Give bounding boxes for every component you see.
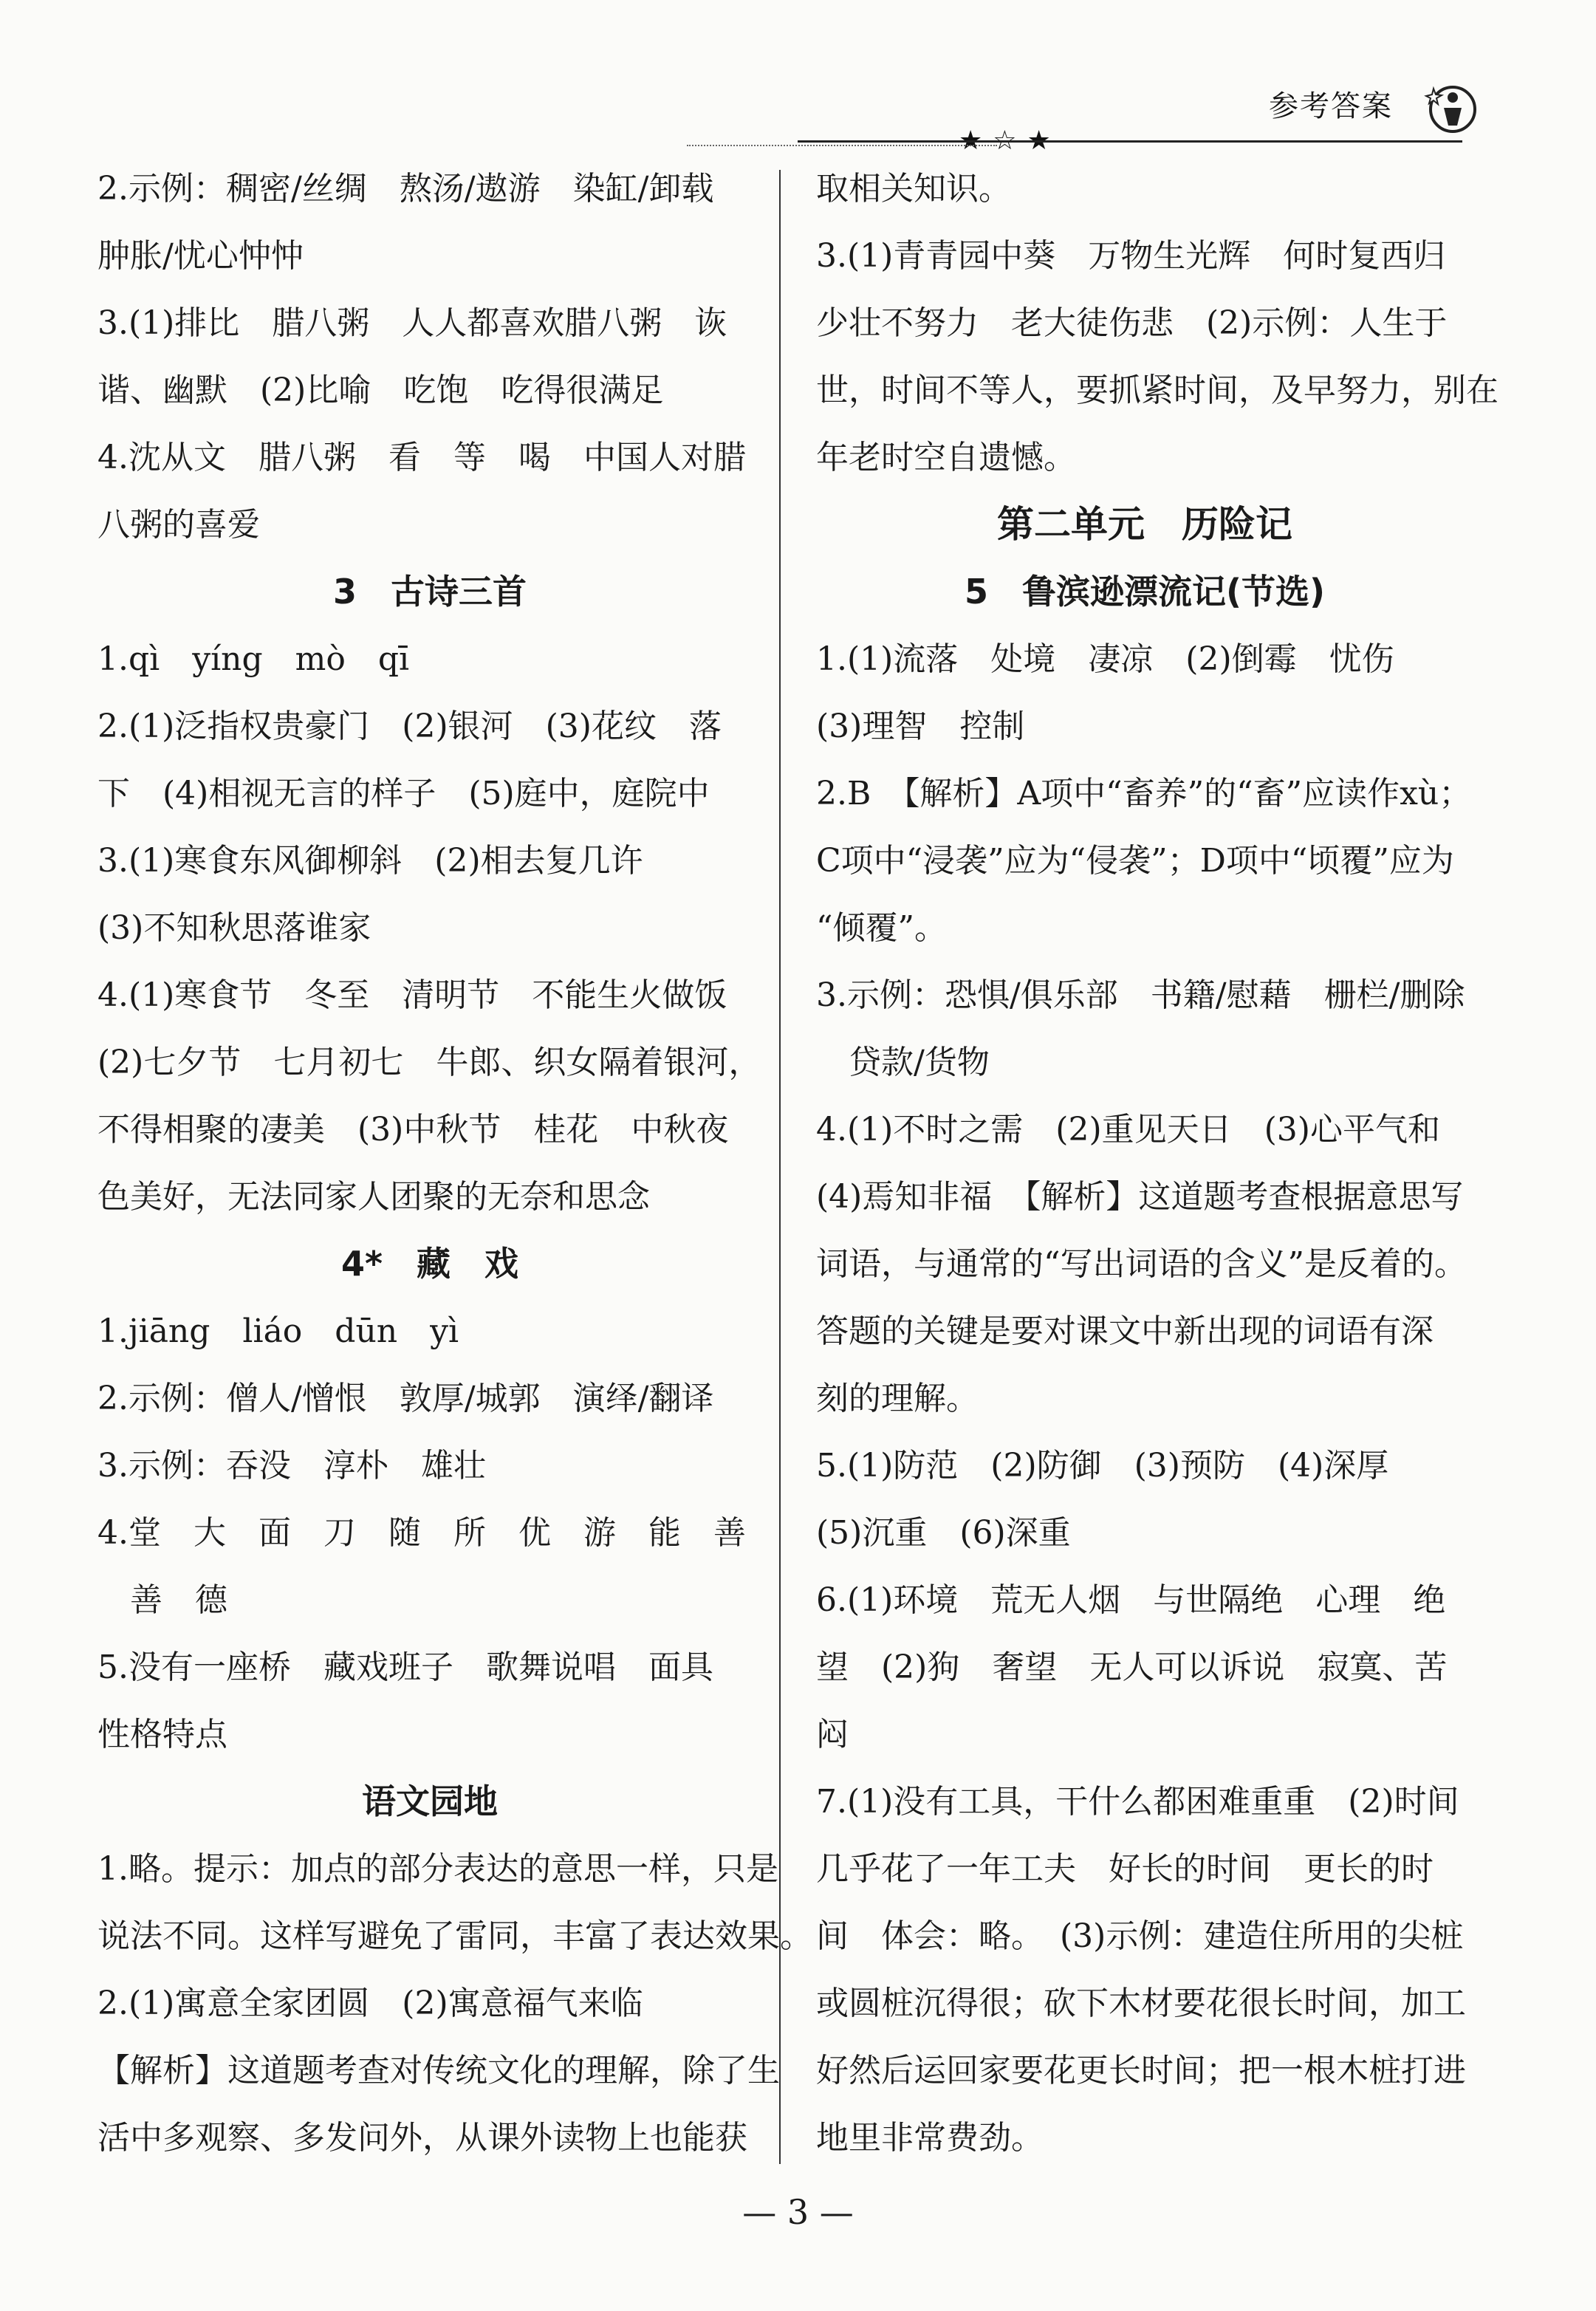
column-divider — [779, 170, 781, 2164]
answer-line: 4.(1)不时之需 (2)重见天日 (3)心平气和 — [816, 1111, 1440, 1148]
answer-line: 1.(1)流落 处境 凄凉 (2)倒霉 忧伤 — [816, 640, 1394, 678]
answer-line: 不得相聚的凄美 (3)中秋节 桂花 中秋夜 — [97, 1111, 729, 1148]
answer-line: 取相关知识。 — [816, 170, 1011, 208]
answer-line: 刻的理解。 — [816, 1380, 979, 1417]
answer-line: 5.没有一座桥 藏戏班子 歌舞说唱 面具 — [97, 1648, 713, 1686]
answer-line: 谐、幽默 (2)比喻 吃饱 吃得很满足 — [97, 372, 664, 409]
page-header — [0, 0, 1596, 155]
answer-line: 好然后运回家要花更长时间；把一根木桩打进 — [816, 2052, 1466, 2089]
answer-line: 几乎花了一年工夫 好长的时间 更长的时 — [816, 1850, 1434, 1888]
header-stars: ★☆★ — [959, 126, 1061, 156]
answer-line: 2.示例：僧人/憎恨 敦厚/城郭 演绎/翻译 — [97, 1380, 714, 1417]
answer-line: 色美好，无法同家人团聚的无奈和思念 — [97, 1178, 650, 1216]
answer-line: C项中“浸袭”应为“侵袭”；D项中“顷覆”应为 — [816, 842, 1454, 880]
answer-line: 1.略。提示：加点的部分表达的意思一样，只是 — [97, 1850, 778, 1888]
answer-line: (3)理智 控制 — [816, 708, 1025, 745]
answer-line: 6.(1)环境 荒无人烟 与世隔绝 心理 绝 — [816, 1581, 1446, 1619]
answer-line: 3.示例：恐惧/俱乐部 书籍/慰藉 栅栏/删除 — [816, 976, 1465, 1014]
answer-line: 性格特点 — [97, 1716, 227, 1753]
page-number: — 3 — — [742, 2192, 854, 2232]
answer-line: (4)焉知非福 【解析】这道题考查根据意思写 — [816, 1178, 1464, 1216]
answer-line: 4.沈从文 腊八粥 看 等 喝 中国人对腊 — [97, 439, 746, 476]
answer-line: 善 德 — [97, 1581, 227, 1619]
header-dotted-rule — [687, 145, 997, 146]
answer-line: 【解析】这道题考查对传统文化的理解，除了生 — [97, 2052, 780, 2089]
answer-line: 1.qì yíng mò qī — [97, 640, 410, 678]
left-column — [97, 155, 812, 2171]
answer-line: 2.(1)寓意全家团圆 (2)寓意福气来临 — [97, 1985, 643, 2022]
answer-line: 4.堂 大 面 刀 随 所 优 游 能 善 — [97, 1514, 746, 1552]
answer-line: 地里非常费劲。 — [816, 2119, 1044, 2157]
section-heading: 3 古诗三首 — [332, 572, 527, 612]
answer-line: 贷款/货物 — [816, 1044, 990, 1081]
answer-line: “倾覆”。 — [816, 909, 947, 947]
answer-line: 闷 — [816, 1716, 849, 1753]
section-heading: 4* 藏 戏 — [340, 1244, 519, 1284]
answer-line: 望 (2)狗 奢望 无人可以诉说 寂寞、苦 — [816, 1648, 1448, 1686]
answer-line: (2)七夕节 七月初七 牛郎、织女隔着银河， — [97, 1044, 761, 1081]
answer-line: 或圆桩沉得很；砍下木材要花很长时间，加工 — [816, 1985, 1466, 2022]
answer-line: 肿胀/忧心忡忡 — [97, 237, 304, 275]
header-rule — [798, 140, 1462, 143]
answer-line: 2.示例：稠密/丝绸 熬汤/遨游 染缸/卸载 — [97, 170, 714, 208]
answer-line: 3.示例：吞没 淳朴 雄壮 — [97, 1447, 486, 1485]
answer-line: 4.(1)寒食节 冬至 清明节 不能生火做饭 — [97, 976, 727, 1014]
answer-line: 3.(1)青青园中葵 万物生光辉 何时复西归 — [816, 237, 1446, 275]
section-heading: 语文园地 — [362, 1781, 498, 1821]
reading-mascot-logo-icon — [1422, 80, 1478, 136]
answer-line: 说法不同。这样写避免了雷同，丰富了表达效果。 — [97, 1917, 812, 1955]
answer-line: 答题的关键是要对课文中新出现的词语有深 — [816, 1312, 1434, 1350]
section-heading: 5 鲁滨逊漂流记(节选) — [964, 572, 1326, 612]
answer-line: 间 体会：略。 (3)示例：建造住所用的尖桩 — [816, 1917, 1464, 1955]
answer-line: 2.B 【解析】A项中“畜养”的“畜”应读作xù； — [816, 775, 1472, 812]
answer-line: 1.jiāng liáo dūn yì — [97, 1312, 459, 1350]
answer-line: (3)不知秋思落谁家 — [97, 909, 371, 947]
section-heading: 第二单元 历险记 — [997, 503, 1292, 546]
answer-line: 词语，与通常的“写出词语的含义”是反着的。 — [816, 1245, 1467, 1283]
answer-line: 5.(1)防范 (2)防御 (3)预防 (4)深厚 — [816, 1447, 1389, 1485]
answer-line: 7.(1)没有工具，干什么都困难重重 (2)时间 — [816, 1783, 1459, 1821]
answer-line: 年老时空自遗憾。 — [816, 439, 1076, 476]
answer-line: 八粥的喜爱 — [97, 506, 260, 544]
answer-line: 下 (4)相视无言的样子 (5)庭中，庭院中 — [97, 775, 710, 812]
answer-line: 2.(1)泛指权贵豪门 (2)银河 (3)花纹 落 — [97, 708, 722, 745]
answer-line: 世，时间不等人，要抓紧时间，及早努力，别在 — [816, 372, 1499, 409]
header-title: 参考答案 — [1269, 89, 1393, 123]
answer-line: (5)沉重 (6)深重 — [816, 1514, 1071, 1552]
answer-line: 少壮不努力 老大徒伤悲 (2)示例：人生于 — [816, 304, 1448, 342]
right-column — [816, 155, 1499, 2171]
answer-line: 3.(1)寒食东风御柳斜 (2)相去复几许 — [97, 842, 643, 880]
answer-line: 3.(1)排比 腊八粥 人人都喜欢腊八粥 诙 — [97, 304, 727, 342]
answer-line: 活中多观察、多发问外，从课外读物上也能获 — [97, 2119, 747, 2157]
